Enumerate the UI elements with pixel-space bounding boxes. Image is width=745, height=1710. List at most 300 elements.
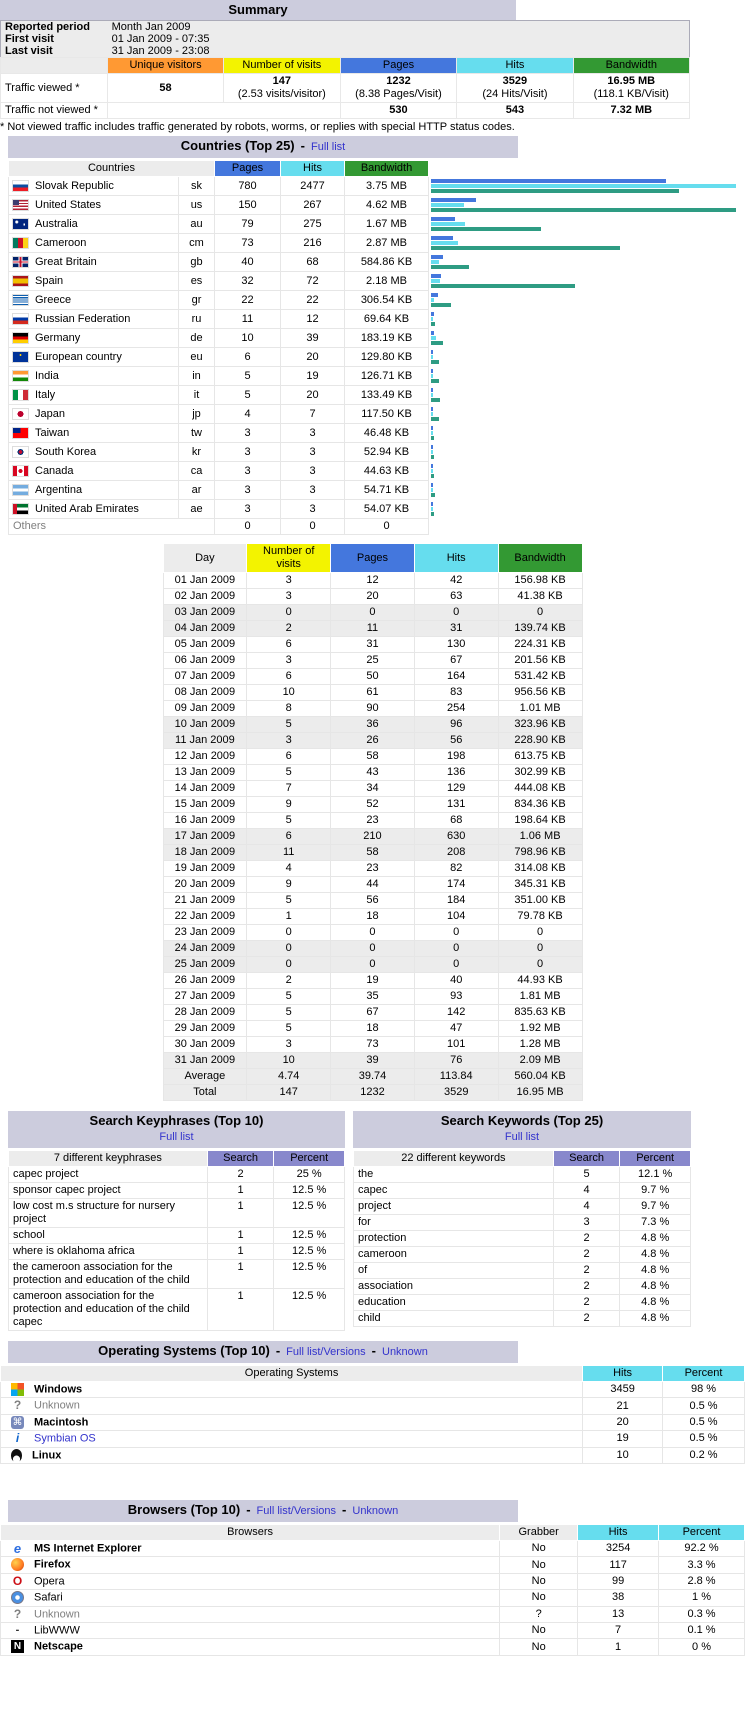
day-visits: 7 bbox=[247, 781, 331, 797]
viewed-visits-value: 147 bbox=[272, 75, 292, 87]
keyphrase-row bbox=[9, 1228, 345, 1244]
os-name: Macintosh bbox=[34, 1416, 89, 1429]
keywords-full-list-link[interactable]: Full list bbox=[504, 1131, 540, 1143]
day-pages: 35 bbox=[331, 989, 415, 1005]
day-bandwidth: 798.96 KB bbox=[498, 845, 582, 861]
day-date: 16 Jan 2009 bbox=[163, 813, 247, 829]
separator: - bbox=[371, 1343, 376, 1358]
hits-bar bbox=[431, 355, 433, 359]
not-viewed-bandwidth bbox=[573, 103, 689, 119]
others-label: Others bbox=[9, 519, 215, 535]
os-percent: 0.5 % bbox=[663, 1431, 745, 1447]
country-row bbox=[9, 310, 745, 329]
country-pages: 6 bbox=[215, 348, 281, 367]
day-date: 04 Jan 2009 bbox=[163, 621, 247, 637]
day-bandwidth: 613.75 KB bbox=[498, 749, 582, 765]
country-name-cell: Spain bbox=[9, 272, 179, 291]
bandwidth-bar bbox=[431, 493, 435, 497]
country-pages: 780 bbox=[215, 177, 281, 196]
country-bandwidth: 584.86 KB bbox=[345, 253, 429, 272]
country-bandwidth: 69.64 KB bbox=[345, 310, 429, 329]
days-section bbox=[0, 543, 745, 1101]
countries-pages-header: Pages bbox=[215, 161, 281, 177]
browser-name-cell bbox=[1, 1639, 500, 1655]
libwww-icon: - bbox=[15, 1624, 20, 1637]
linux-icon bbox=[11, 1449, 22, 1462]
agg-pages: 39.74 bbox=[331, 1069, 415, 1085]
flag-icon-jp bbox=[13, 409, 28, 419]
browser-name-cell bbox=[1, 1590, 500, 1606]
browsers-title-text: Browsers (Top 10) bbox=[127, 1502, 241, 1518]
day-date: 22 Jan 2009 bbox=[163, 909, 247, 925]
country-row bbox=[9, 272, 745, 291]
keyword-row bbox=[354, 1311, 691, 1327]
day-pages: 34 bbox=[331, 781, 415, 797]
country-pages: 3 bbox=[215, 443, 281, 462]
keywords-table bbox=[353, 1150, 691, 1327]
day-hits: 198 bbox=[414, 749, 498, 765]
browser-hits: 13 bbox=[578, 1606, 659, 1622]
country-pages: 3 bbox=[215, 481, 281, 500]
browsers-percent-header: Percent bbox=[659, 1525, 745, 1541]
country-bandwidth: 46.48 KB bbox=[345, 424, 429, 443]
keyword-row bbox=[354, 1295, 691, 1311]
day-date: 18 Jan 2009 bbox=[163, 845, 247, 861]
day-visits: 0 bbox=[247, 605, 331, 621]
day-row bbox=[163, 1005, 582, 1021]
bandwidth-bar bbox=[431, 417, 439, 421]
browser-name: Netscape bbox=[34, 1640, 83, 1653]
os-percent: 98 % bbox=[663, 1382, 745, 1398]
day-hits: 130 bbox=[414, 637, 498, 653]
country-row bbox=[9, 386, 745, 405]
browser-hits: 7 bbox=[578, 1623, 659, 1639]
keyphrase-row bbox=[9, 1167, 345, 1183]
country-name-cell: United Arab Emirates bbox=[9, 500, 179, 519]
keyphrase-row bbox=[9, 1183, 345, 1199]
country-name-cell: Greece bbox=[9, 291, 179, 310]
day-visits: 5 bbox=[247, 893, 331, 909]
day-bandwidth: 351.00 KB bbox=[498, 893, 582, 909]
browser-name: Opera bbox=[34, 1575, 65, 1588]
country-pages: 32 bbox=[215, 272, 281, 291]
keyphrase-row-text: the cameroon association for the protection and education of the child bbox=[9, 1260, 208, 1289]
viewed-pages-sub: (8.38 Pages/Visit) bbox=[355, 88, 442, 100]
day-visits-header: Number of visits bbox=[247, 544, 331, 573]
country-others-row bbox=[9, 519, 745, 535]
day-visits: 4 bbox=[247, 861, 331, 877]
day-hits: 254 bbox=[414, 701, 498, 717]
viewed-pages bbox=[340, 74, 457, 103]
country-pages: 150 bbox=[215, 196, 281, 215]
country-code: es bbox=[179, 272, 215, 291]
country-pages: 4 bbox=[215, 405, 281, 424]
day-pages: 0 bbox=[331, 925, 415, 941]
separator: - bbox=[300, 138, 305, 153]
day-row bbox=[163, 765, 582, 781]
day-date: 09 Jan 2009 bbox=[163, 701, 247, 717]
day-hits: 83 bbox=[414, 685, 498, 701]
day-date: 06 Jan 2009 bbox=[163, 653, 247, 669]
hits-bar bbox=[431, 393, 433, 397]
country-bandwidth: 126.71 KB bbox=[345, 367, 429, 386]
countries-full-list-link[interactable]: Full list bbox=[310, 141, 346, 153]
not-viewed-footnote: * Not viewed traffic includes traffic generated by robots, worms, or replies with special HTTP status codes. bbox=[0, 121, 515, 133]
netscape-icon: N bbox=[11, 1640, 24, 1653]
flag-icon-de bbox=[13, 333, 28, 343]
day-date: 21 Jan 2009 bbox=[163, 893, 247, 909]
keyphrases-full-list-link[interactable]: Full list bbox=[159, 1131, 194, 1143]
keyword-row-search: 4 bbox=[553, 1183, 620, 1199]
keyword-row-search: 3 bbox=[553, 1215, 620, 1231]
bandwidth-header: Bandwidth bbox=[573, 58, 689, 74]
day-hits: 40 bbox=[414, 973, 498, 989]
viewed-unique bbox=[108, 74, 224, 103]
viewed-pages-value: 1232 bbox=[386, 75, 411, 87]
country-bars bbox=[429, 500, 745, 519]
summary-title bbox=[0, 0, 516, 20]
country-code: au bbox=[179, 215, 215, 234]
country-code: in bbox=[179, 367, 215, 386]
country-name-cell: Japan bbox=[9, 405, 179, 424]
country-row bbox=[9, 367, 745, 386]
flag-icon-sk bbox=[13, 181, 28, 191]
keyword-row bbox=[354, 1215, 691, 1231]
browser-name-cell bbox=[1, 1573, 500, 1589]
days-table bbox=[163, 543, 583, 1101]
keywords-search-header: Search bbox=[553, 1151, 620, 1167]
pages-bar bbox=[431, 217, 455, 221]
keyphrase-row-percent: 12.5 % bbox=[274, 1199, 345, 1228]
day-hits: 0 bbox=[414, 925, 498, 941]
keywords-title-text: Search Keywords (Top 25) bbox=[440, 1113, 604, 1128]
country-pages: 3 bbox=[215, 424, 281, 443]
keyword-row-percent: 4.8 % bbox=[620, 1247, 691, 1263]
day-pages: 36 bbox=[331, 717, 415, 733]
bandwidth-bar bbox=[431, 265, 469, 269]
country-hits: 275 bbox=[281, 215, 345, 234]
viewed-hits bbox=[457, 74, 573, 103]
browser-grabber: No bbox=[500, 1573, 578, 1589]
day-bandwidth: 44.93 KB bbox=[498, 973, 582, 989]
day-row bbox=[163, 1037, 582, 1053]
flag-icon-gr bbox=[13, 295, 28, 305]
browser-hits: 3254 bbox=[578, 1541, 659, 1557]
country-hits: 3 bbox=[281, 462, 345, 481]
pages-bar bbox=[431, 426, 433, 430]
countries-bandwidth-header: Bandwidth bbox=[345, 161, 429, 177]
country-bars bbox=[429, 367, 745, 386]
country-row bbox=[9, 443, 745, 462]
keyword-row-percent: 4.8 % bbox=[620, 1279, 691, 1295]
keyword-row-text: project bbox=[354, 1199, 554, 1215]
keywords-percent-header: Percent bbox=[620, 1151, 691, 1167]
others-bars bbox=[429, 519, 745, 535]
day-pages: 20 bbox=[331, 589, 415, 605]
day-row bbox=[163, 621, 582, 637]
day-bandwidth: 314.08 KB bbox=[498, 861, 582, 877]
flag-icon-ru bbox=[13, 314, 28, 324]
flag-icon-ar bbox=[13, 485, 28, 495]
country-row bbox=[9, 405, 745, 424]
day-visits: 6 bbox=[247, 829, 331, 845]
hits-bar bbox=[431, 298, 434, 302]
day-row bbox=[163, 845, 582, 861]
browsers-unknown-link[interactable]: Unknown bbox=[352, 1505, 399, 1518]
day-visits: 5 bbox=[247, 765, 331, 781]
country-name-cell: Italy bbox=[9, 386, 179, 405]
country-name-cell: European country bbox=[9, 348, 179, 367]
browser-name: Firefox bbox=[34, 1558, 71, 1571]
flag-icon-ae bbox=[13, 504, 28, 514]
day-date: 14 Jan 2009 bbox=[163, 781, 247, 797]
keyword-row-percent: 9.7 % bbox=[620, 1199, 691, 1215]
browsers-section bbox=[0, 1500, 745, 1656]
pages-bar bbox=[431, 179, 666, 183]
os-section bbox=[0, 1341, 745, 1464]
keyword-row-text: the bbox=[354, 1167, 554, 1183]
summary-table bbox=[0, 20, 690, 119]
hits-bar bbox=[431, 203, 464, 207]
os-unknown-link[interactable]: Unknown bbox=[382, 1346, 428, 1358]
browser-grabber: No bbox=[500, 1590, 578, 1606]
countries-table bbox=[8, 160, 745, 535]
countries-title bbox=[8, 136, 518, 158]
country-code: ru bbox=[179, 310, 215, 329]
day-pages: 19 bbox=[331, 973, 415, 989]
day-pages: 0 bbox=[331, 605, 415, 621]
browser-grabber: No bbox=[500, 1557, 578, 1573]
country-bandwidth: 117.50 KB bbox=[345, 405, 429, 424]
hits-bar bbox=[431, 317, 433, 321]
keyphrase-row-search: 1 bbox=[207, 1183, 274, 1199]
not-viewed-spacer bbox=[108, 103, 341, 119]
search-section bbox=[8, 1111, 745, 1331]
country-row bbox=[9, 215, 745, 234]
day-row bbox=[163, 1053, 582, 1069]
country-bars bbox=[429, 481, 745, 500]
day-pages: 25 bbox=[331, 653, 415, 669]
country-pages: 22 bbox=[215, 291, 281, 310]
day-bandwidth: 302.99 KB bbox=[498, 765, 582, 781]
pages-bar bbox=[431, 331, 434, 335]
day-visits: 3 bbox=[247, 589, 331, 605]
country-code: de bbox=[179, 329, 215, 348]
day-row bbox=[163, 637, 582, 653]
day-pages: 23 bbox=[331, 861, 415, 877]
day-hits: 129 bbox=[414, 781, 498, 797]
keyphrases-percent-header: Percent bbox=[274, 1151, 345, 1167]
traffic-not-viewed-label: Traffic not viewed * bbox=[1, 103, 108, 119]
os-hits: 3459 bbox=[583, 1382, 663, 1398]
total-row bbox=[163, 1085, 582, 1101]
hits-bar bbox=[431, 241, 458, 245]
country-row bbox=[9, 348, 745, 367]
keyword-row-search: 2 bbox=[553, 1295, 620, 1311]
day-date: 23 Jan 2009 bbox=[163, 925, 247, 941]
day-pages: 73 bbox=[331, 1037, 415, 1053]
day-pages: 23 bbox=[331, 813, 415, 829]
country-bars bbox=[429, 348, 745, 367]
keyphrase-row-percent: 12.5 % bbox=[274, 1289, 345, 1331]
question-icon: ? bbox=[13, 1606, 22, 1621]
country-bars bbox=[429, 329, 745, 348]
country-bars bbox=[429, 234, 745, 253]
day-row bbox=[163, 653, 582, 669]
browser-row bbox=[1, 1623, 745, 1639]
keyphrase-row bbox=[9, 1289, 345, 1331]
day-visits: 3 bbox=[247, 733, 331, 749]
day-pages: 26 bbox=[331, 733, 415, 749]
day-date: 13 Jan 2009 bbox=[163, 765, 247, 781]
os-percent: 0.5 % bbox=[663, 1398, 745, 1414]
country-row bbox=[9, 234, 745, 253]
day-hits: 174 bbox=[414, 877, 498, 893]
browsers-grabber-header: Grabber bbox=[500, 1525, 578, 1541]
keyword-row bbox=[354, 1199, 691, 1215]
agg-bandwidth: 16.95 MB bbox=[498, 1085, 582, 1101]
separator: - bbox=[246, 1502, 251, 1518]
os-title bbox=[8, 1341, 518, 1363]
browser-percent: 3.3 % bbox=[659, 1557, 745, 1573]
browsers-full-list-link[interactable]: Full list/Versions bbox=[256, 1505, 337, 1518]
not-viewed-pages bbox=[340, 103, 457, 119]
average-row bbox=[163, 1069, 582, 1085]
browser-name: MS Internet Explorer bbox=[34, 1542, 142, 1555]
hits-bar bbox=[431, 260, 439, 264]
os-table bbox=[0, 1365, 745, 1464]
keywords-title bbox=[353, 1111, 691, 1148]
os-name-cell bbox=[1, 1382, 583, 1398]
keywords-count-header: 22 different keywords bbox=[354, 1151, 554, 1167]
day-pages: 18 bbox=[331, 909, 415, 925]
not-viewed-bandwidth-value: 7.32 MB bbox=[610, 104, 653, 116]
day-pages: 67 bbox=[331, 1005, 415, 1021]
keyword-row-percent: 4.8 % bbox=[620, 1263, 691, 1279]
viewed-hits-value: 3529 bbox=[502, 75, 528, 87]
hits-bar bbox=[431, 431, 433, 435]
day-pages: 11 bbox=[331, 621, 415, 637]
day-row bbox=[163, 1021, 582, 1037]
country-hits: 22 bbox=[281, 291, 345, 310]
bandwidth-bar bbox=[431, 208, 736, 212]
bandwidth-bar bbox=[431, 322, 435, 326]
browsers-table bbox=[0, 1524, 745, 1656]
hits-bar bbox=[431, 412, 433, 416]
country-code: it bbox=[179, 386, 215, 405]
keyphrase-row-search: 1 bbox=[207, 1289, 274, 1331]
keywords-header-row bbox=[354, 1151, 691, 1167]
country-code: gb bbox=[179, 253, 215, 272]
keyword-row-text: cameroon bbox=[354, 1247, 554, 1263]
os-col-header: Operating Systems bbox=[1, 1366, 583, 1382]
day-bandwidth: 531.42 KB bbox=[498, 669, 582, 685]
keyword-row-percent: 9.7 % bbox=[620, 1183, 691, 1199]
day-visits: 0 bbox=[247, 925, 331, 941]
day-date: 10 Jan 2009 bbox=[163, 717, 247, 733]
country-pages: 3 bbox=[215, 462, 281, 481]
os-name-cell bbox=[1, 1398, 583, 1414]
country-name-cell: Great Britain bbox=[9, 253, 179, 272]
hits-bar bbox=[431, 469, 433, 473]
day-row bbox=[163, 973, 582, 989]
country-bandwidth: 44.63 KB bbox=[345, 462, 429, 481]
browser-percent: 0.1 % bbox=[659, 1623, 745, 1639]
os-hits: 10 bbox=[583, 1447, 663, 1463]
flag-icon-ca bbox=[13, 466, 28, 476]
day-row bbox=[163, 733, 582, 749]
country-code: ae bbox=[179, 500, 215, 519]
day-visits: 3 bbox=[247, 653, 331, 669]
bandwidth-bar bbox=[431, 379, 439, 383]
day-pages: 61 bbox=[331, 685, 415, 701]
day-hits: 208 bbox=[414, 845, 498, 861]
day-hits: 101 bbox=[414, 1037, 498, 1053]
day-date: 29 Jan 2009 bbox=[163, 1021, 247, 1037]
summary-header-spacer bbox=[1, 58, 108, 74]
browser-row bbox=[1, 1590, 745, 1606]
keyword-row-search: 4 bbox=[553, 1199, 620, 1215]
pages-bar bbox=[431, 502, 433, 506]
country-hits: 2477 bbox=[281, 177, 345, 196]
keyword-row-percent: 4.8 % bbox=[620, 1231, 691, 1247]
day-visits: 5 bbox=[247, 717, 331, 733]
summary-title-text: Summary bbox=[228, 2, 288, 17]
traffic-viewed-label: Traffic viewed * bbox=[1, 74, 108, 103]
browsers-col-header: Browsers bbox=[1, 1525, 500, 1541]
hits-bar bbox=[431, 336, 436, 340]
day-pages-header: Pages bbox=[331, 544, 415, 573]
day-row bbox=[163, 877, 582, 893]
flag-icon-tw bbox=[13, 428, 28, 438]
browser-name-cell bbox=[1, 1623, 500, 1639]
day-row bbox=[163, 989, 582, 1005]
keyphrase-row-percent: 12.5 % bbox=[274, 1228, 345, 1244]
day-visits: 0 bbox=[247, 957, 331, 973]
country-pages: 5 bbox=[215, 386, 281, 405]
day-date: 07 Jan 2009 bbox=[163, 669, 247, 685]
viewed-bandwidth-sub: (118.1 KB/Visit) bbox=[593, 88, 669, 100]
pages-bar bbox=[431, 255, 443, 259]
opera-icon: O bbox=[12, 1573, 23, 1588]
day-pages: 39 bbox=[331, 1053, 415, 1069]
country-bars bbox=[429, 177, 745, 196]
keyword-row-text: protection bbox=[354, 1231, 554, 1247]
hits-bar bbox=[431, 184, 736, 188]
keyphrases-title-text: Search Keyphrases (Top 10) bbox=[89, 1113, 264, 1128]
os-row bbox=[1, 1414, 745, 1430]
os-full-list-link[interactable]: Full list/Versions bbox=[286, 1346, 366, 1358]
separator: - bbox=[342, 1502, 347, 1518]
day-date: 11 Jan 2009 bbox=[163, 733, 247, 749]
keyphrase-row bbox=[9, 1260, 345, 1289]
country-name-cell: Russian Federation bbox=[9, 310, 179, 329]
countries-header-row bbox=[9, 161, 745, 177]
day-bandwidth: 198.64 KB bbox=[498, 813, 582, 829]
country-pages: 11 bbox=[215, 310, 281, 329]
country-name-cell: India bbox=[9, 367, 179, 386]
browser-grabber: ? bbox=[500, 1606, 578, 1622]
country-hits: 20 bbox=[281, 348, 345, 367]
day-visits: 2 bbox=[247, 973, 331, 989]
not-viewed-hits bbox=[457, 103, 573, 119]
keyphrase-row-percent: 12.5 % bbox=[274, 1183, 345, 1199]
first-visit-label: First visit bbox=[1, 33, 108, 45]
day-bandwidth: 1.92 MB bbox=[498, 1021, 582, 1037]
day-pages: 0 bbox=[331, 941, 415, 957]
country-bandwidth: 2.87 MB bbox=[345, 234, 429, 253]
day-date: 01 Jan 2009 bbox=[163, 573, 247, 589]
